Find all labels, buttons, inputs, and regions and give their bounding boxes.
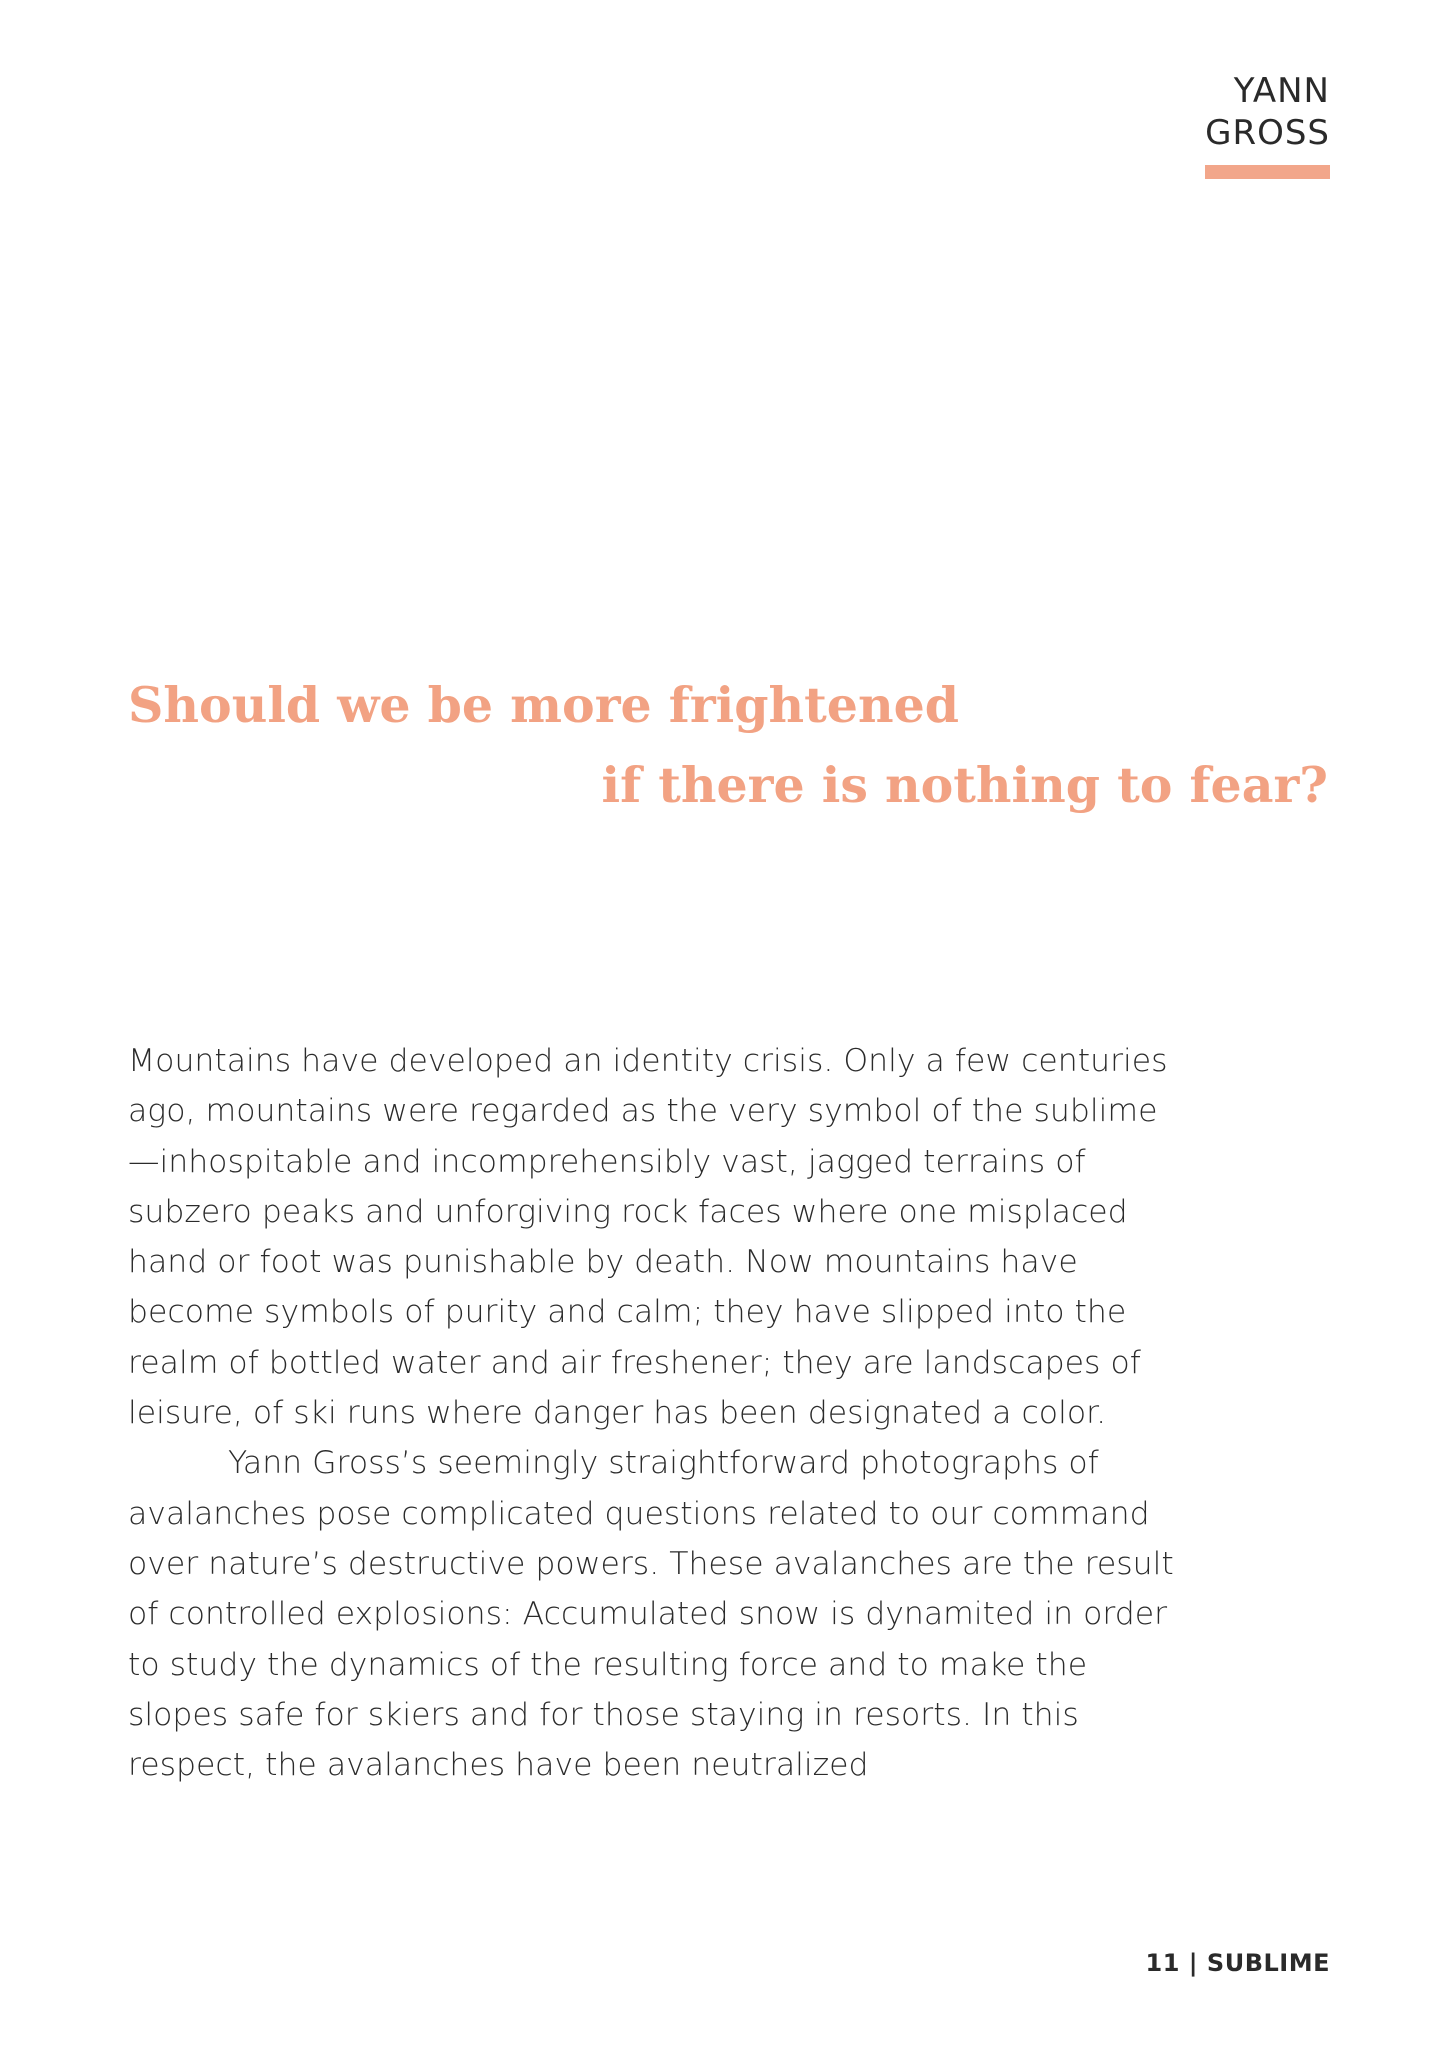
pull-quote-line-1: Should we be more frightened [128, 676, 960, 734]
author-last-name: GROSS [1205, 113, 1330, 153]
paragraph-2: Yann Gross’s seemingly straightforward photographs of avalanches pose complicated questions related to our command over nature’s destructive powers. These avalanches are the result of controlled explosions: Accumulated snow is dynamited in order to study the dynamics of the resulting force and to make the slopes safe for skiers and for those staying in resorts. In this respect, the avalanches have been neutralized [128, 1445, 1174, 1784]
pull-quote-line-2: if there is nothing to fear? [601, 756, 1328, 814]
article-body [128, 1036, 1178, 1790]
author-name [1205, 70, 1330, 154]
footer-separator: | [1188, 1949, 1199, 1977]
author-accent-rule [1205, 165, 1330, 179]
pull-quote [128, 675, 1328, 845]
page-number: 11 [1145, 1949, 1180, 1977]
page-footer [1146, 1948, 1330, 1978]
section-name: SUBLIME [1206, 1949, 1330, 1977]
paragraph-1: Mountains have developed an identity crisis. Only a few centuries ago, mountains were regarded as the very symbol of the sublime—inhospitable and incomprehensibly vast, jagged terrains of subzero peaks and unforgiving rock faces where one misplaced hand or foot was punishable by death. Now mountains have become symbols of purity and calm; they have slipped into the realm of bottled water and air freshener; they are landscapes of leisure, of ski runs where danger has been designated a color. [128, 1043, 1168, 1432]
author-first-name: YANN [1233, 71, 1330, 111]
